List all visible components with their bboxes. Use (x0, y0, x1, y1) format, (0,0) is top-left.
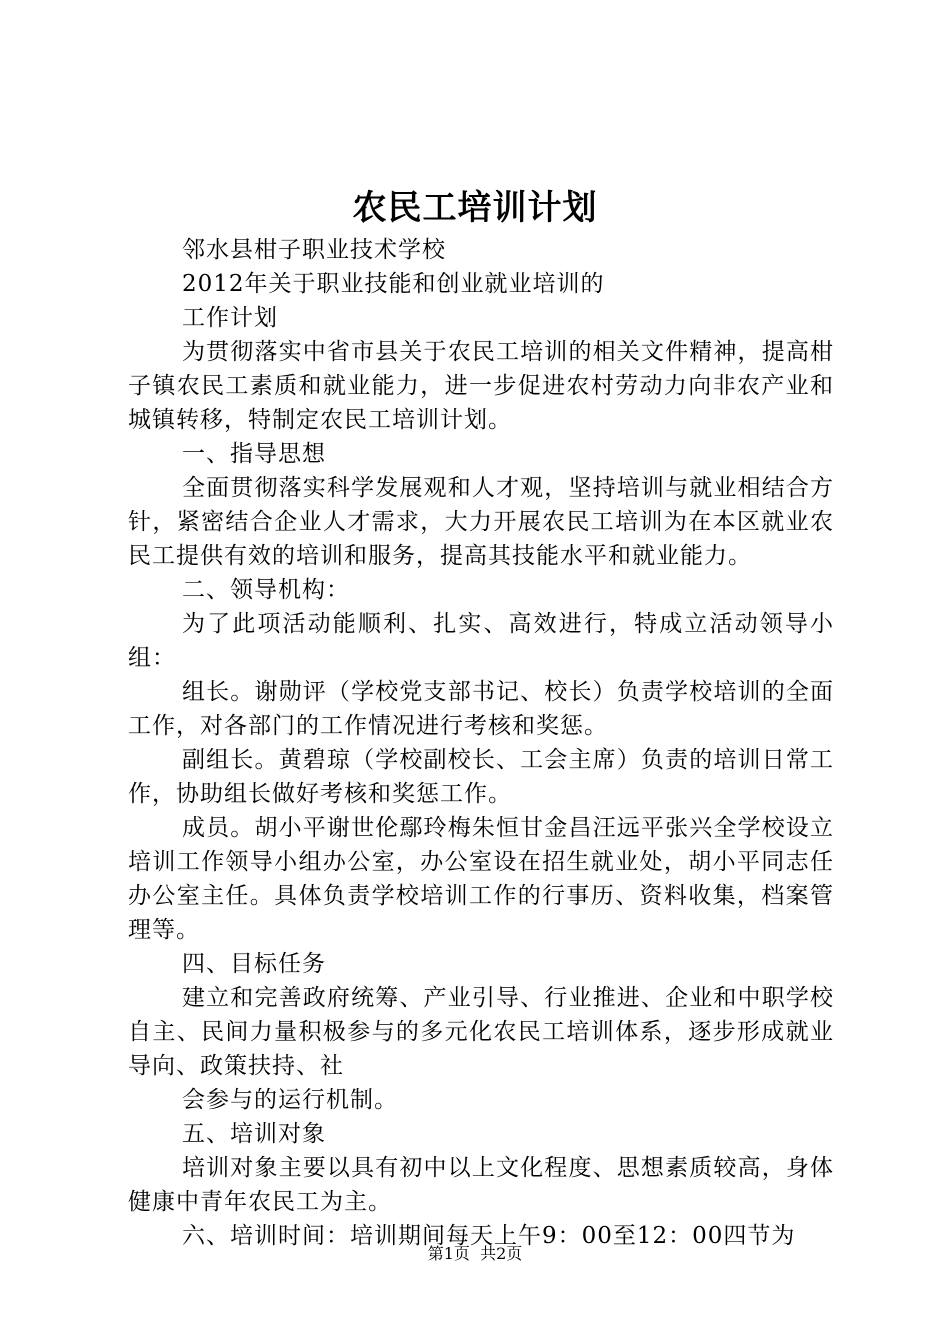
leadership-intro-paragraph: 为了此项活动能顺利、扎实、高效进行，特成立活动领导小组： (128, 611, 834, 671)
targets-paragraph: 培训对象主要以具有初中以上文化程度、思想素质较高，身体健康中青年农民工为主。 (128, 1155, 834, 1215)
goals-paragraph-continued: 会参与的运行机制。 (182, 1087, 398, 1113)
section-heading-goals: 四、目标任务 (182, 951, 326, 977)
intro-paragraph: 为贯彻落实中省市县关于农民工培训的相关文件精神，提高柑子镇农民工素质和就业能力，进一步促进农村劳动力向非农产业和城镇转移，特制定农民工培训计划。 (128, 339, 834, 433)
plan-subtitle-line-2: 工作计划 (182, 305, 278, 331)
section-heading-targets: 五、培训对象 (182, 1121, 326, 1147)
school-name-line: 邻水县柑子职业技术学校 (182, 237, 446, 263)
schedule-paragraph: 六、培训时间：培训期间每天上午9：00至12：00四节为 (182, 1223, 796, 1249)
plan-subtitle-line: 2012年关于职业技能和创业就业培训的 (182, 271, 605, 297)
deputy-leader-paragraph: 副组长。黄碧琼（学校副校长、工会主席）负责的培训日常工作，协助组长做好考核和奖惩工作。 (128, 747, 834, 807)
section-heading-leadership: 二、领导机构： (182, 577, 350, 603)
goals-paragraph: 建立和完善政府统筹、产业引导、行业推进、企业和中职学校自主、民间力量积极参与的多元化农民工培训体系，逐步形成就业导向、政策扶持、社 (128, 985, 834, 1079)
guiding-thought-paragraph: 全面贯彻落实科学发展观和人才观，坚持培训与就业相结合方针，紧密结合企业人才需求，大力开展农民工培训为在本区就业农民工提供有效的培训和服务，提高其技能水平和就业能力。 (128, 475, 834, 569)
page-footer (0, 1243, 950, 1265)
section-heading-guiding-thought: 一、指导思想 (182, 441, 326, 467)
document-title: 农民工培训计划 (352, 188, 598, 228)
document-body (128, 233, 834, 1253)
page-number-label: 第1页 共2页 (427, 1244, 523, 1263)
members-paragraph: 成员。胡小平谢世伦鄢玲梅朱恒甘金昌汪远平张兴全学校设立培训工作领导小组办公室，办公室设在招生就业处，胡小平同志任办公室主任。具体负责学校培训工作的行事历、资料收集，档案管理等。 (128, 815, 834, 943)
leader-paragraph: 组长。谢勋评（学校党支部书记、校长）负责学校培训的全面工作，对各部门的工作情况进行考核和奖惩。 (128, 679, 834, 739)
